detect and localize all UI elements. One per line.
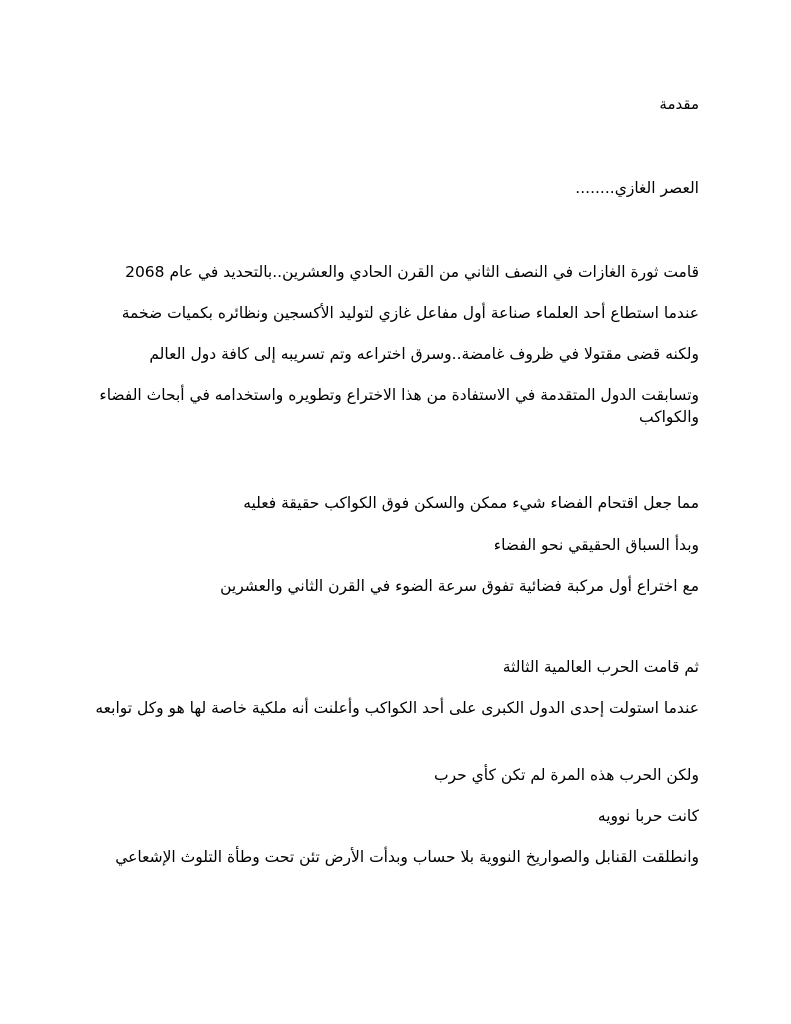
- intro-heading: مقدمة: [659, 95, 699, 113]
- paragraph-3-line-5: وانطلقت القنابل والصواريخ النووية بلا حساب وبدأت الأرض تئن تحت وطأة التلوث الإشعاعي: [115, 848, 699, 866]
- paragraph-3-line-3: ولكن الحرب هذه المرة لم تكن كأي حرب: [434, 766, 699, 784]
- paragraph-3-line-4: كانت حربا نوويه: [597, 807, 699, 825]
- paragraph-2-line-3: مع اختراع أول مركبة فضائية تفوق سرعة الضوء في القرن الثاني والعشرين: [220, 577, 699, 595]
- paragraph-1-line-2: عندما استطاع أحد العلماء صناعة أول مفاعل غازي لتوليد الأكسجين ونظائره بكميات ضخمة: [121, 304, 699, 322]
- document-title: العصر الغازي........: [575, 179, 699, 197]
- paragraph-2-line-2: وبدأ السباق الحقيقي نحو الفضاء: [493, 536, 699, 554]
- paragraph-3-line-2: عندما استولت إحدى الدول الكبرى على أحد الكواكب وأعلنت أنه ملكية خاصة لها هو وكل توابعه: [95, 699, 699, 717]
- paragraph-2-line-1: مما جعل اقتحام الفضاء شيء ممكن والسكن فوق الكواكب حقيقة فعليه: [243, 494, 699, 512]
- paragraph-1-line-4: وتسابقت الدول المتقدمة في الاستفادة من هذا الاختراع وتطويره واستخدامه في أبحاث الفضاء والكواكب: [99, 386, 699, 426]
- paragraph-1-line-1: قامت ثورة الغازات في النصف الثاني من القرن الحادي والعشرين..بالتحديد في عام 2068: [125, 263, 699, 281]
- paragraph-3-line-1: ثم قامت الحرب العالمية الثالثة: [502, 658, 699, 676]
- paragraph-1-line-3: ولكنه قضى مقتولا في ظروف غامضة..وسرق اختراعه وتم تسريبه إلى كافة دول العالم: [149, 345, 699, 363]
